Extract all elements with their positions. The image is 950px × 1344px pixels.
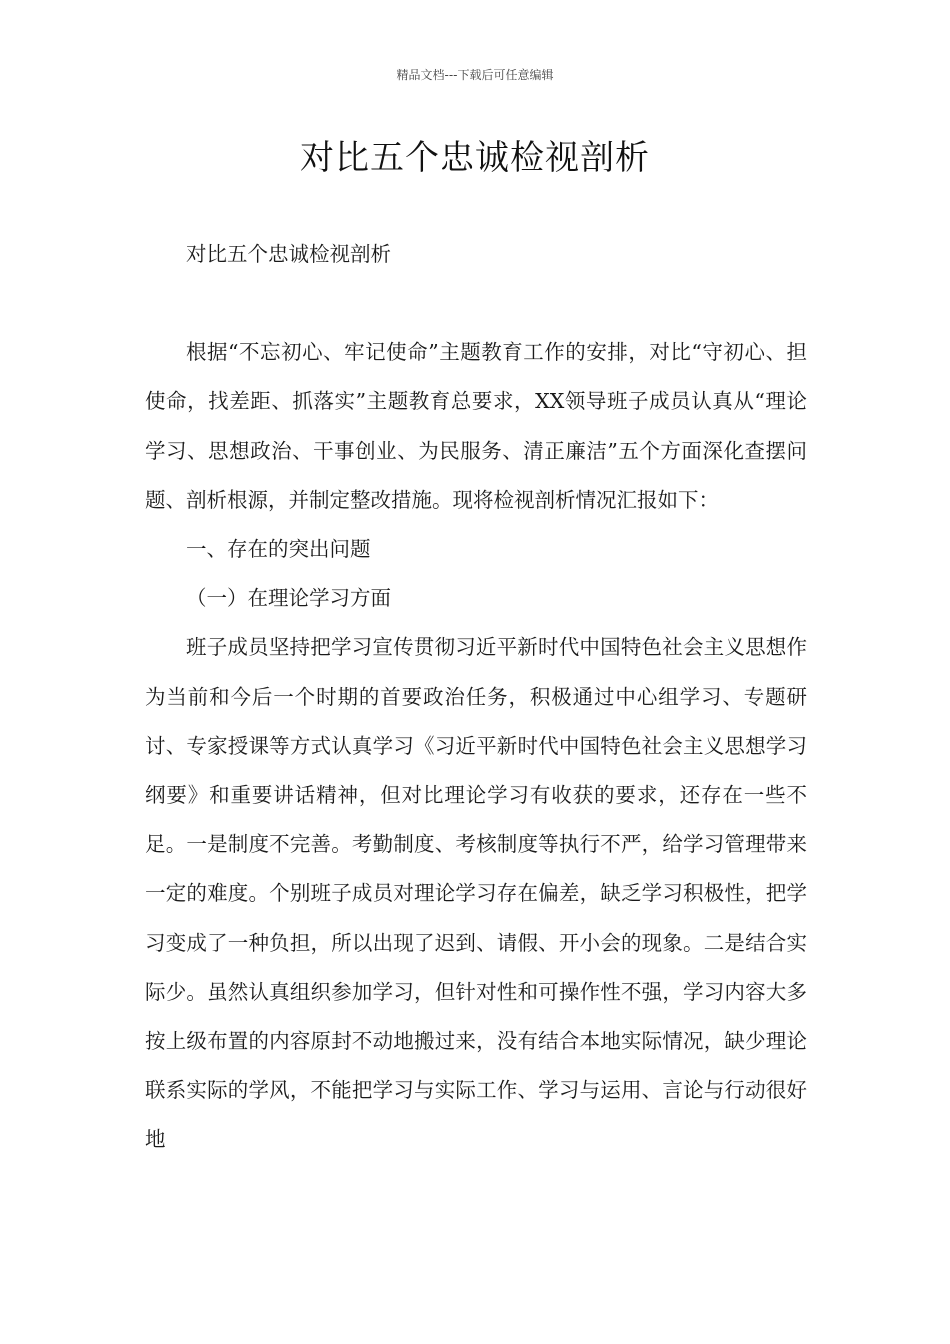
document-body bbox=[145, 230, 807, 1165]
document-subtitle: 对比五个忠诚检视剖析 bbox=[186, 242, 391, 266]
paragraph-intro: 根据“不忘初心、牢记使命”主题教育工作的安排，对比“守初心、担使命，找差距、抓落实”主题教育总要求，XX领导班子成员认真从“理论学习、思想政治、干事创业、为民服务、清正廉洁”五个方面深化查摆问题、剖析根源，并制定整改措施。现将检视剖析情况汇报如下： bbox=[145, 340, 807, 512]
document-title: 对比五个忠诚检视剖析 bbox=[300, 138, 650, 178]
header-watermark: 精品文档---下载后可任意编辑 bbox=[396, 68, 554, 82]
section-heading: 一、存在的突出问题 bbox=[186, 537, 371, 562]
paragraph-theory-study: 班子成员坚持把学习宣传贯彻习近平新时代中国特色社会主义思想作为当前和今后一个时期的首要政治任务，积极通过中心组学习、专题研讨、专家授课等方式认真学习《习近平新时代中国特色社会主义思想学习纲要》和重要讲话精神，但对比理论学习有收获的要求，还存在一些不足。一是制度不完善。考勤制度、考核制度等执行不严，给学习管理带来一定的难度。个别班子成员对理论学习存在偏差，缺乏学习积极性，把学习变成了一种负担，所以出现了迟到、请假、开小会的现象。二是结合实际少。虽然认真组织参加学习，但针对性和可操作性不强，学习内容大多按上级布置的内容原封不动地搬过来，没有结合本地实际情况，缺少理论联系实际的学风，不能把学习与实际工作、学习与运用、言论与行动很好地 bbox=[145, 635, 807, 1152]
subsection-heading: （一）在理论学习方面 bbox=[186, 586, 391, 611]
